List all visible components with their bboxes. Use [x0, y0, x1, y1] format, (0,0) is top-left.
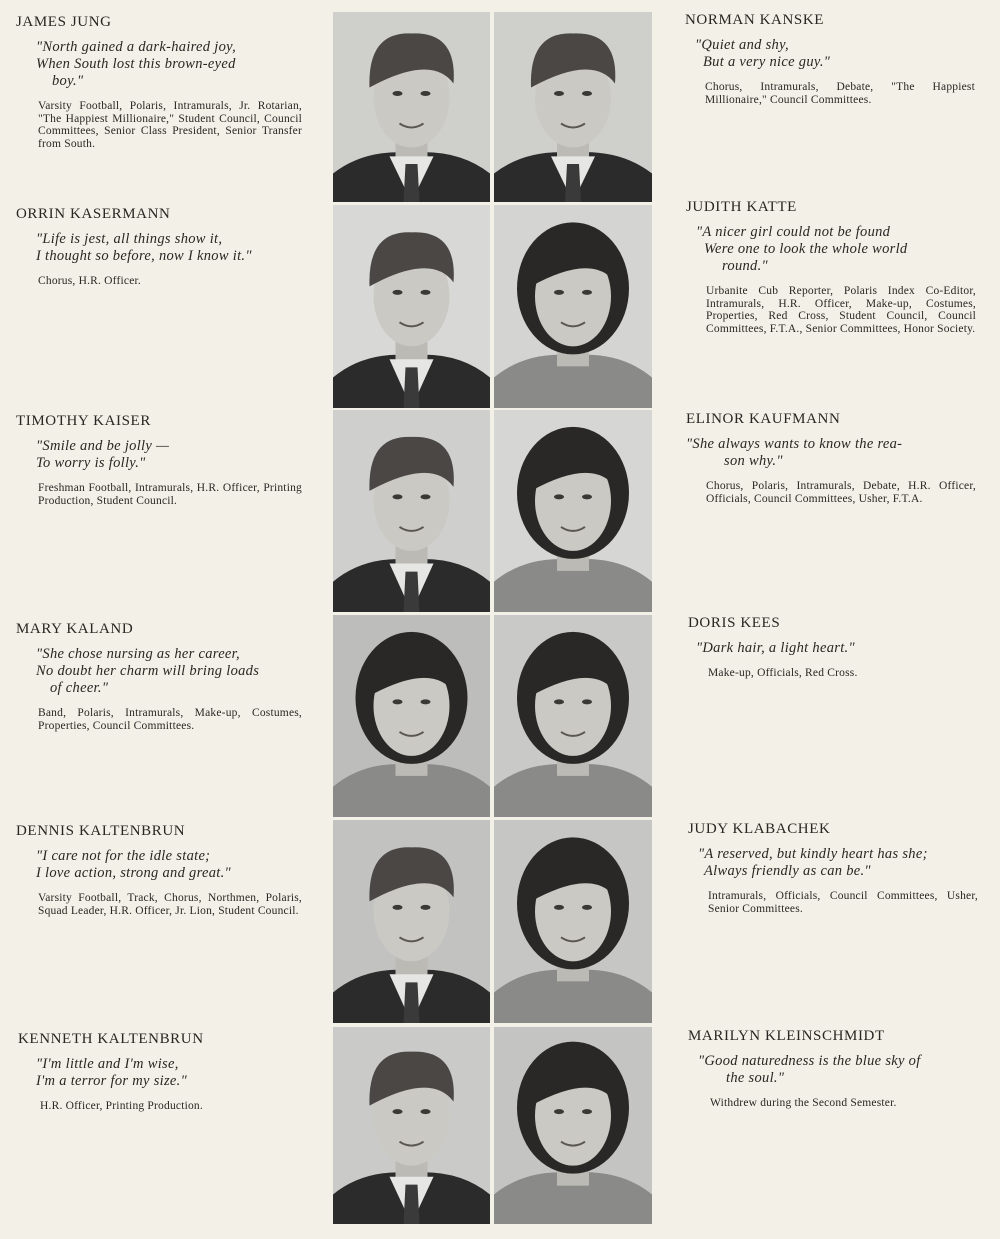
student-portrait	[333, 12, 490, 202]
student-portrait	[333, 820, 490, 1023]
student-entry-right-2	[686, 199, 976, 335]
student-activities: Intramurals, Officials, Council Committees, Usher, Senior Committees.	[708, 890, 978, 915]
student-entry-left-2	[16, 206, 302, 288]
student-portrait	[333, 410, 490, 612]
student-entry-left-4	[16, 621, 302, 732]
student-entry-left-5	[16, 823, 302, 917]
student-name: JUDY KLABACHEK	[688, 821, 831, 837]
student-portrait	[494, 410, 652, 612]
student-quote: "She always wants to know the rea- son why."	[686, 436, 903, 469]
student-portrait	[494, 12, 652, 202]
student-quote: "She chose nursing as her career, No doubt her charm will bring loads of cheer."	[36, 646, 260, 696]
student-portrait	[333, 205, 490, 408]
student-portrait	[494, 615, 652, 817]
student-activities: H.R. Officer, Printing Production.	[40, 1100, 203, 1112]
student-activities: Chorus, Polaris, Intramurals, Debate, H.R. Officer, Officials, Council Committees, Usher, F.T.A.	[706, 480, 976, 505]
student-entry-left-1	[16, 14, 302, 150]
student-name: NORMAN KANSKE	[685, 12, 825, 28]
student-name: KENNETH KALTENBRUN	[18, 1031, 204, 1047]
student-activities: Urbanite Cub Reporter, Polaris Index Co-Editor, Intramurals, H.R. Officer, Make-up, Costumes, Properties, Red Cross, Student Council, Council Committees, F.T.A., Senior Committees, Honor Society.	[706, 285, 976, 335]
student-activities: Band, Polaris, Intramurals, Make-up, Costumes, Properties, Council Committees.	[38, 707, 302, 732]
student-name: ORRIN KASERMANN	[16, 206, 171, 222]
student-quote: "Good naturedness is the blue sky of the soul."	[698, 1053, 921, 1086]
student-entry-left-6	[18, 1031, 304, 1113]
student-quote: "North gained a dark-haired joy, When South lost this brown-eyed boy."	[36, 39, 237, 89]
student-quote: "I care not for the idle state; I love action, strong and great."	[36, 848, 231, 881]
student-entry-right-1	[685, 12, 975, 106]
student-name: MARY KALAND	[16, 621, 134, 637]
student-name: TIMOTHY KAISER	[16, 413, 151, 429]
student-name: JUDITH KATTE	[686, 199, 797, 215]
student-activities: Freshman Football, Intramurals, H.R. Officer, Printing Production, Student Council.	[38, 482, 302, 507]
student-activities: Make-up, Officials, Red Cross.	[708, 667, 858, 679]
student-portrait	[333, 615, 490, 817]
student-name: JAMES JUNG	[16, 14, 112, 30]
student-quote: "Smile and be jolly — To worry is folly."	[36, 438, 170, 471]
student-name: MARILYN KLEINSCHMIDT	[688, 1028, 885, 1044]
student-quote: "A nicer girl could not be found Were one to look the whole world round."	[696, 224, 908, 274]
student-portrait	[494, 1027, 652, 1224]
student-quote: "A reserved, but kindly heart has she; Always friendly as can be."	[698, 846, 928, 879]
student-portrait	[494, 205, 652, 408]
student-entry-right-4	[688, 615, 978, 680]
student-activities: Withdrew during the Second Semester.	[710, 1097, 897, 1109]
student-activities: Chorus, Intramurals, Debate, "The Happiest Millionaire," Council Committees.	[705, 81, 975, 106]
student-entry-left-3	[16, 413, 302, 507]
student-name: ELINOR KAUFMANN	[686, 411, 841, 427]
student-entry-right-3	[686, 411, 976, 505]
student-entry-right-6	[688, 1028, 978, 1110]
student-quote: "Life is jest, all things show it, I thought so before, now I know it."	[36, 231, 252, 264]
student-entry-right-5	[688, 821, 978, 915]
student-quote: "I'm little and I'm wise, I'm a terror for my size."	[36, 1056, 187, 1089]
student-portrait	[494, 820, 652, 1023]
student-activities: Varsity Football, Track, Chorus, Northmen, Polaris, Squad Leader, H.R. Officer, Jr. Lion, Student Council.	[38, 892, 302, 917]
student-activities: Varsity Football, Polaris, Intramurals, Jr. Rotarian, "The Happiest Millionaire," Student Council, Council Committees, Senior Class President, Senior Transfer from South.	[38, 100, 302, 150]
student-quote: "Quiet and shy, But a very nice guy."	[695, 37, 831, 70]
student-activities: Chorus, H.R. Officer.	[38, 275, 142, 287]
student-name: DENNIS KALTENBRUN	[16, 823, 186, 839]
student-quote: "Dark hair, a light heart."	[696, 640, 855, 656]
student-name: DORIS KEES	[688, 615, 781, 631]
student-portrait	[333, 1027, 490, 1224]
